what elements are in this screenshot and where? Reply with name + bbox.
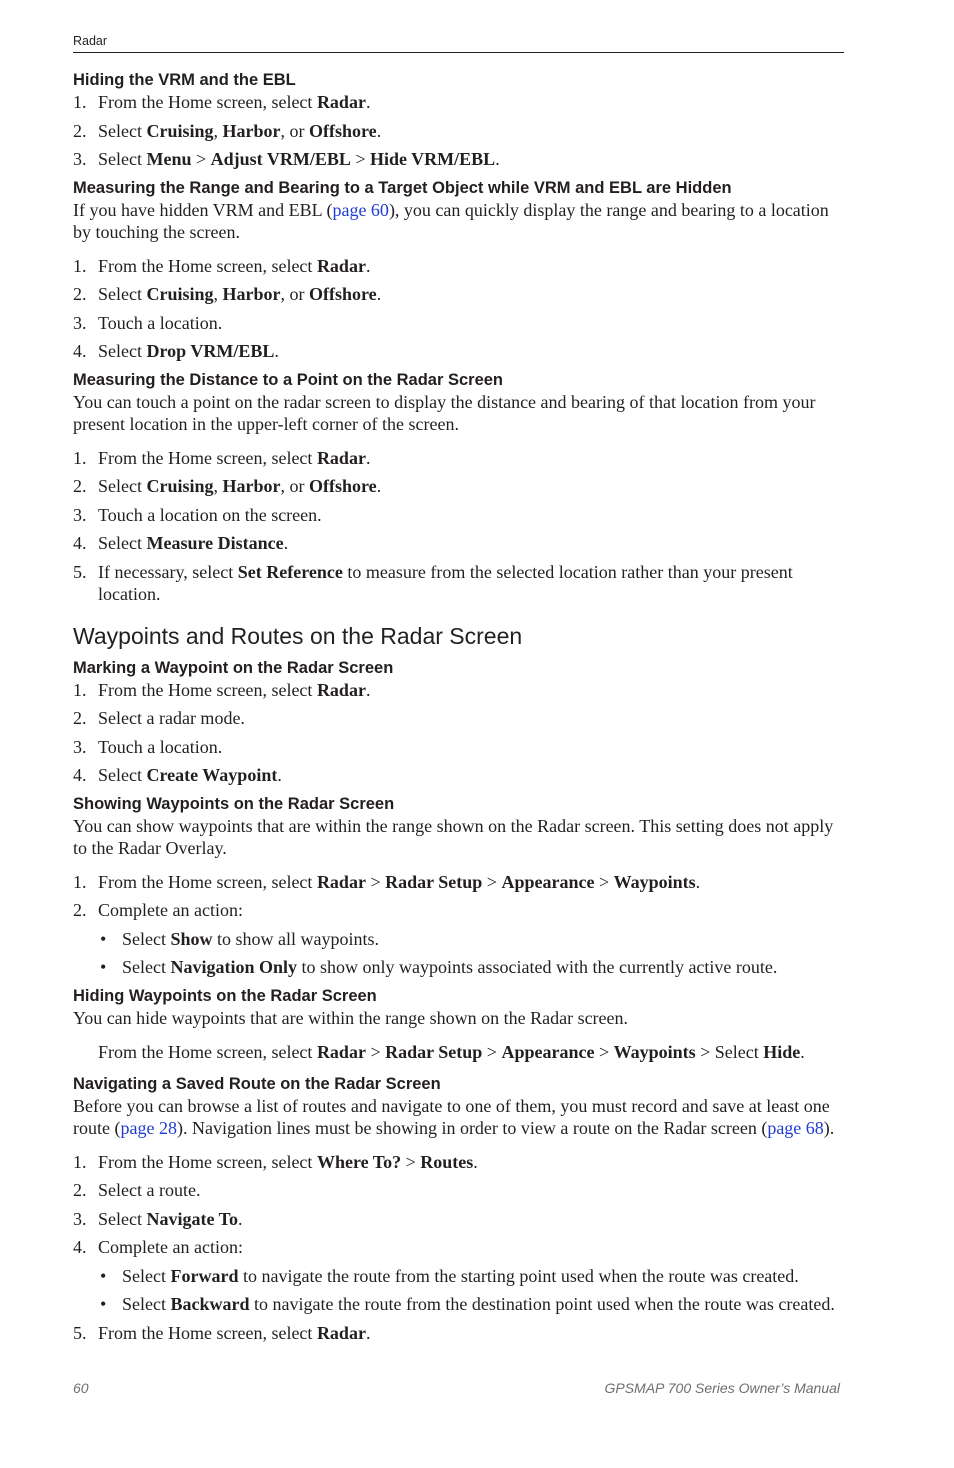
procedure-step [73,340,848,362]
subsection-heading: Hiding the VRM and the EBL [73,71,296,89]
text-run: Select [98,533,147,553]
procedure-step [73,447,848,469]
step-number: 1. [73,679,87,700]
step-number: 3. [73,504,87,525]
procedure-step [73,475,848,497]
ui-term: Set Reference [237,561,343,582]
procedure-step [73,91,848,113]
text-run: Before you can browse a list of routes and navigate to one of them, you must record and save at least one route ( [73,1095,830,1138]
text-run: to navigate the route from the starting point used when the route was created. [238,1265,799,1286]
manual-title: GPSMAP 700 Series Owner’s Manual [604,1380,840,1396]
procedure-step [73,736,848,758]
intro-paragraph [73,199,848,243]
step-number: 1. [73,871,87,892]
text-run: to show all waypoints. [212,928,380,949]
procedure-step [73,679,848,701]
subsection-heading: Navigating a Saved Route on the Radar Screen [73,1074,441,1093]
bullet-marker: • [100,928,107,949]
ui-term: Hide VRM/EBL [370,149,496,169]
text-run: You can show waypoints that are within the range shown on the Radar screen. This setting does not apply to the Radar Overlay. [73,815,834,858]
ui-term: Radar [316,871,366,892]
section-mark-waypoint [73,657,848,787]
text-run: You can touch a point on the radar screen to display the distance and bearing of that location from your present location in the upper-left corner of the screen. [73,391,816,434]
procedure-step [73,120,848,142]
ui-term: Waypoints [613,1041,696,1062]
text-run: . [238,1208,243,1229]
section-navigate-route [73,1073,848,1344]
procedure-step [73,899,848,921]
ui-term: Appearance [501,871,595,892]
step-number: 1. [73,92,87,112]
ui-term: Appearance [501,1041,595,1062]
intro-paragraph [73,1095,848,1139]
text-run: > [365,1041,386,1062]
ui-term: Menu [146,149,192,169]
step-number: 2. [73,476,87,496]
text-run: Touch a location. [98,736,223,757]
page-number: 60 [73,1380,89,1396]
text-run: If you have hidden VRM and EBL ( [73,199,333,220]
text-run: , [213,120,223,141]
ui-term: Radar [316,255,366,276]
text-run: . [695,871,701,892]
text-run: Select [122,957,171,977]
procedure-step [73,283,848,305]
intro-paragraph [73,815,848,859]
text-run: > [482,1041,502,1062]
step-number: 2. [73,900,87,920]
ui-term: Cruising [146,284,214,304]
intro-paragraph [73,1007,848,1029]
procedure-step [73,561,848,605]
ui-term: Offshore [309,476,377,496]
ui-term: Where To? [316,1151,402,1172]
running-header: Radar [73,34,108,48]
procedure-step [73,871,848,893]
step-number: 1. [73,255,87,276]
procedure-step [73,707,848,729]
step-number: 5. [73,1322,87,1343]
text-run: . [277,765,282,785]
page-link[interactable]: page 68 [767,1117,824,1138]
text-run: Touch a location. [98,312,223,333]
section-hide-vrm [73,69,848,170]
procedure-step [73,532,848,554]
ui-term: Radar Setup [385,1041,483,1062]
bullet-item [73,1265,848,1287]
text-run: . [376,284,382,304]
text-run: Complete an action: [98,1237,243,1257]
text-run: . [365,92,371,112]
ui-term: Routes [420,1151,474,1172]
ui-term: Offshore [309,284,377,304]
section-title: Waypoints and Routes on the Radar Screen [73,622,523,649]
text-run: Select [122,1265,171,1286]
procedure-step [73,312,848,334]
bullet-marker: • [100,957,107,977]
procedure-step [73,1236,848,1258]
ui-term: Radar [316,92,366,112]
procedure-step [73,255,848,277]
subsection-heading: Showing Waypoints on the Radar Screen [73,794,395,813]
step-number: 3. [73,1208,87,1229]
text-run: Select a radar mode. [98,708,245,728]
text-run: Touch a location on the screen. [98,504,322,525]
ui-term: Radar [316,447,366,468]
step-number: 4. [73,533,87,553]
ui-term: Adjust VRM/EBL [210,149,351,169]
text-run: . [495,149,500,169]
section-show-waypoints [73,793,848,979]
ui-term: Drop VRM/EBL [146,341,275,361]
intro-paragraph [73,391,848,435]
text-run: From the Home screen, select [98,447,317,468]
step-number: 3. [73,736,87,757]
step-number: 2. [73,284,87,304]
ui-term: Radar [316,679,366,700]
ui-term: Offshore [309,120,377,141]
text-run: , or [280,120,310,141]
text-run: , [213,476,223,496]
step-number: 3. [73,312,87,333]
ui-term: Hide [763,1041,801,1062]
bullet-item [73,956,848,978]
text-run: , [213,284,223,304]
text-run: From the Home screen, select [98,1151,317,1172]
text-run: > [191,149,211,169]
step-number: 4. [73,1237,87,1257]
bullet-marker: • [100,1294,107,1314]
text-run: ), you can quickly display the range and bearing to a location by touching the screen. [73,199,829,242]
subsection-heading: Marking a Waypoint on the Radar Screen [73,658,394,677]
text-run: From the Home screen, select [98,679,317,700]
text-run: to navigate the route from the destination point used when the route was created. [249,1294,835,1314]
ui-term: Create Waypoint [146,765,278,785]
text-run: > [594,871,614,892]
page-content [73,69,848,1350]
text-run: Select [98,149,147,169]
ui-term: Cruising [146,476,214,496]
bullet-item [73,928,848,950]
section-waypoints-routes [73,621,848,651]
text-run: From the Home screen, select [98,255,317,276]
ui-term: Harbor [222,476,281,496]
text-run: From the Home screen, select [98,92,317,112]
page-link[interactable]: page 60 [332,199,389,220]
text-run: . [365,447,371,468]
text-run: > [365,871,386,892]
subsection-heading: Measuring the Range and Bearing to a Target Object while VRM and EBL are Hidden [73,178,732,197]
step-number: 3. [73,149,87,169]
procedure-step [73,148,848,170]
step-number: 1. [73,447,87,468]
text-run: You can hide waypoints that are within the range shown on the Radar screen. [73,1007,629,1028]
ui-term: Radar [316,1041,366,1062]
text-run: . [365,1322,371,1343]
text-run: From the Home screen, select [98,871,317,892]
text-run: Select [98,476,147,496]
text-run: > [482,871,502,892]
text-run: From the Home screen, select [98,1041,317,1062]
ui-term: Harbor [222,120,281,141]
text-run: . [283,533,289,553]
bullet-marker: • [100,1265,107,1286]
text-run: , or [280,284,310,304]
text-run: ). Navigation lines must be showing in order to view a route on the Radar screen ( [176,1117,768,1138]
ui-term: Waypoints [613,871,696,892]
step-number: 2. [73,708,87,728]
procedure-step [73,1208,848,1230]
text-run: > [350,149,370,169]
procedure-step [73,1179,848,1201]
procedure-step [73,1041,848,1063]
text-run: Select [98,120,147,141]
procedure-step [73,1322,848,1344]
text-run: . [365,679,371,700]
text-run: . [365,255,371,276]
text-run: > Select [695,1041,764,1062]
text-run: . [800,1041,805,1062]
section-hide-waypoints [73,985,848,1063]
text-run: Select [122,1294,171,1314]
text-run: . [376,476,382,496]
bullet-item [73,1293,848,1315]
ui-term: Navigation Only [170,957,298,977]
text-run: Select [122,928,171,949]
subsection-heading: Measuring the Distance to a Point on the Radar Screen [73,370,504,389]
section-measure-hidden [73,177,848,363]
text-run: to show only waypoints associated with the currently active route. [297,957,778,977]
text-run: ). [823,1117,835,1138]
text-run: Select a route. [98,1180,201,1200]
text-run: Select [98,284,147,304]
ui-term: Backward [170,1294,250,1314]
text-run: Select [98,341,147,361]
text-run: to measure from the selected location rather than your present location. [98,561,793,604]
step-number: 2. [73,1180,87,1200]
step-number: 2. [73,120,87,141]
procedure-step [73,1151,848,1173]
text-run: . [376,120,382,141]
ui-term: Forward [170,1265,239,1286]
ui-term: Harbor [222,284,281,304]
text-run: Select [98,765,147,785]
step-number: 4. [73,341,87,361]
subsection-heading: Hiding Waypoints on the Radar Screen [73,986,377,1005]
procedure-step [73,504,848,526]
text-run: > [594,1041,614,1062]
text-run: If necessary, select [98,561,238,582]
text-run: > [401,1151,421,1172]
text-run: . [473,1151,478,1172]
step-number: 4. [73,765,87,785]
header-rule [73,52,844,53]
ui-term: Cruising [146,120,214,141]
text-run: . [274,341,279,361]
procedure-step [73,764,848,786]
section-measure-distance [73,369,848,605]
text-run: Complete an action: [98,900,243,920]
step-number: 1. [73,1151,87,1172]
page-link[interactable]: page 28 [120,1117,177,1138]
step-number: 5. [73,561,87,582]
text-run: Select [98,1208,147,1229]
text-run: , or [280,476,310,496]
text-run: From the Home screen, select [98,1322,317,1343]
ui-term: Navigate To [146,1208,238,1229]
ui-term: Radar Setup [385,871,483,892]
ui-term: Show [170,928,213,949]
ui-term: Measure Distance [146,533,284,553]
ui-term: Radar [316,1322,366,1343]
